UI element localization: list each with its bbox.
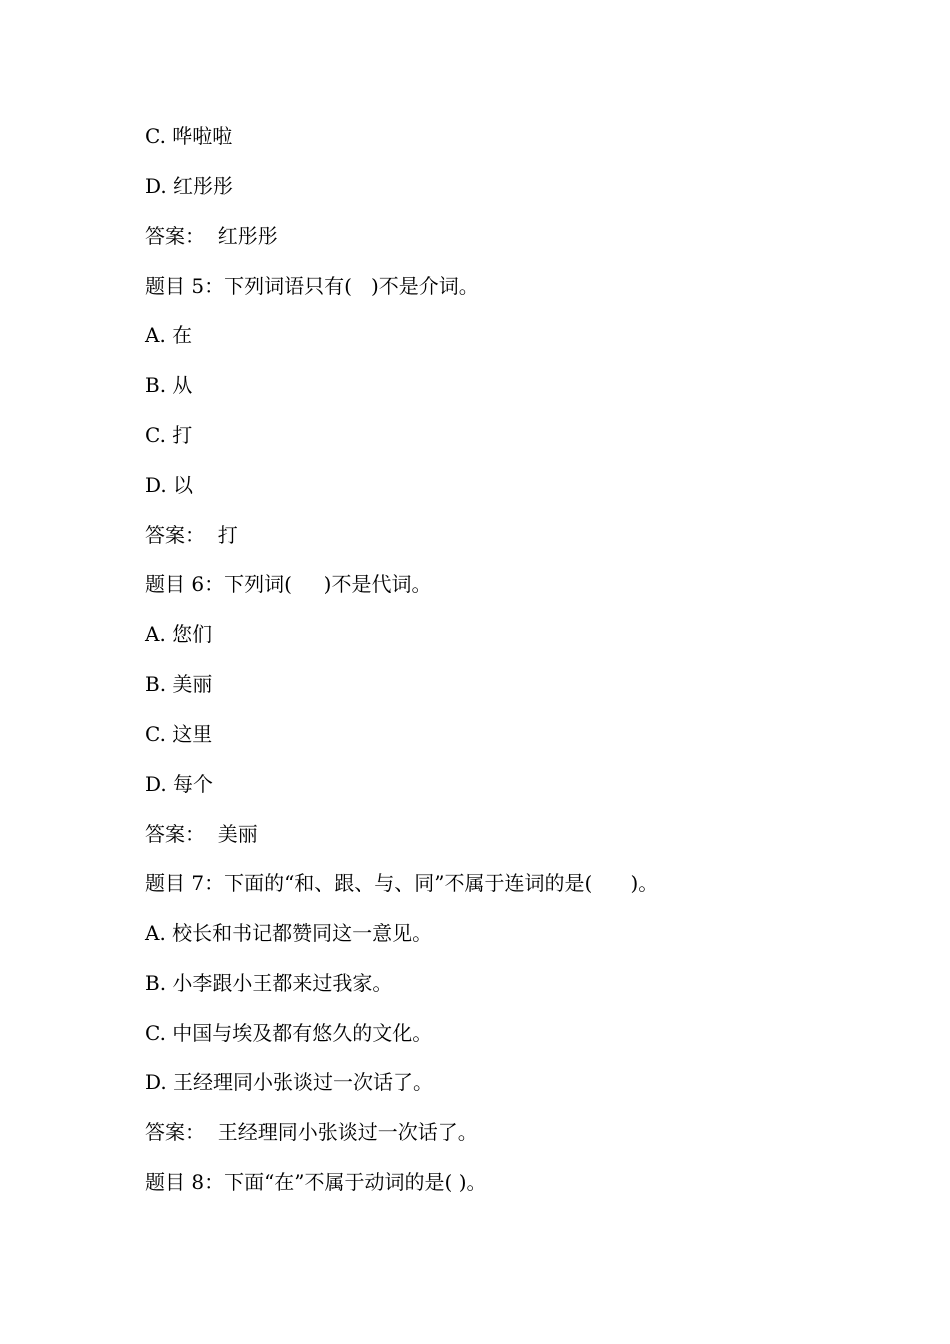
q4-option-c: C. 哗啦啦	[145, 124, 233, 148]
q6-option-c: C. 这里	[145, 722, 213, 746]
q7-question: 题目 7：下面的“和、跟、与、同”不属于连词的是( )。	[145, 871, 659, 895]
q8-question: 题目 8：下面“在”不属于动词的是( )。	[145, 1170, 487, 1194]
q7-option-d: D. 王经理同小张谈过一次话了。	[145, 1070, 434, 1094]
q7-option-c: C. 中国与埃及都有悠久的文化。	[145, 1021, 433, 1045]
q4-option-d: D. 红彤彤	[145, 174, 234, 198]
q5-question: 题目 5：下列词语只有( )不是介词。	[145, 274, 479, 298]
q4-answer: 答案： 红彤彤	[145, 224, 278, 248]
q7-option-a: A. 校长和书记都赞同这一意见。	[145, 921, 433, 945]
q6-option-d: D. 每个	[145, 772, 214, 796]
q6-option-a: A. 您们	[145, 622, 213, 646]
q6-answer: 答案： 美丽	[145, 822, 258, 846]
q7-answer: 答案： 王经理同小张谈过一次话了。	[145, 1120, 478, 1144]
q5-option-b: B. 从	[145, 373, 193, 397]
q6-option-b: B. 美丽	[145, 672, 213, 696]
q5-answer: 答案： 打	[145, 523, 238, 547]
q6-question: 题目 6：下列词( )不是代词。	[145, 572, 432, 596]
q7-option-b: B. 小李跟小王都来过我家。	[145, 971, 393, 995]
q5-option-a: A. 在	[145, 323, 193, 347]
q5-option-d: D. 以	[145, 473, 194, 497]
q5-option-c: C. 打	[145, 423, 193, 447]
